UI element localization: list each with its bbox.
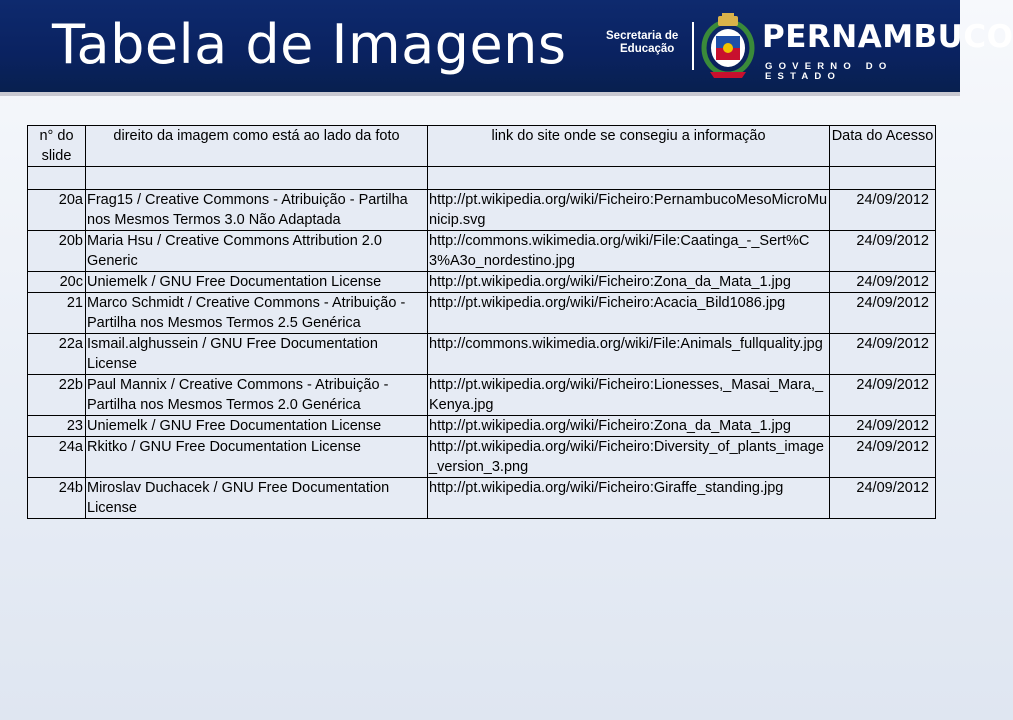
table-row	[28, 478, 936, 519]
access-date-cell: 24/09/2012	[830, 437, 936, 478]
table-empty-row	[28, 167, 936, 190]
brand-subtitle: GOVERNO DO ESTADO	[765, 61, 893, 82]
source-link-cell: http://pt.wikipedia.org/wiki/Ficheiro:Giraffe_standing.jpg	[428, 478, 830, 519]
page-title: Tabela de Imagens	[52, 13, 567, 76]
image-rights-cell: Ismail.alghussein / GNU Free Documentation License	[86, 334, 428, 375]
image-rights-cell: Maria Hsu / Creative Commons Attribution 2.0 Generic	[86, 231, 428, 272]
image-rights-cell: Frag15 / Creative Commons - Atribuição - Partilha nos Mesmos Termos 3.0 Não Adaptada	[86, 190, 428, 231]
access-date-cell: 24/09/2012	[830, 190, 936, 231]
access-date-cell: 24/09/2012	[830, 478, 936, 519]
access-date-cell: 24/09/2012	[830, 416, 936, 437]
image-rights-cell: Paul Mannix / Creative Commons - Atribuição - Partilha nos Mesmos Termos 2.0 Genérica	[86, 375, 428, 416]
access-date-cell: 24/09/2012	[830, 334, 936, 375]
source-link-cell: http://pt.wikipedia.org/wiki/Ficheiro:Diversity_of_plants_image_version_3.png	[428, 437, 830, 478]
empty-cell	[428, 167, 830, 190]
slide-number-cell: 22a	[28, 334, 86, 375]
empty-cell	[28, 167, 86, 190]
source-link-cell: http://pt.wikipedia.org/wiki/Ficheiro:PernambucoMesoMicroMunicip.svg	[428, 190, 830, 231]
secretaria-label	[606, 30, 678, 56]
access-date-cell: 24/09/2012	[830, 272, 936, 293]
image-rights-cell: Miroslav Duchacek / GNU Free Documentation License	[86, 478, 428, 519]
table-row	[28, 416, 936, 437]
access-date-cell: 24/09/2012	[830, 293, 936, 334]
header-source-link: link do site onde se consegiu a informação	[428, 126, 830, 167]
image-rights-cell: Uniemelk / GNU Free Documentation License	[86, 272, 428, 293]
slide-number-cell: 24a	[28, 437, 86, 478]
slide-number-cell: 24b	[28, 478, 86, 519]
source-link-cell: http://commons.wikimedia.org/wiki/File:Caatinga_-_Sert%C3%A3o_nordestino.jpg	[428, 231, 830, 272]
source-link-cell: http://pt.wikipedia.org/wiki/Ficheiro:Zona_da_Mata_1.jpg	[428, 416, 830, 437]
slide-number-cell: 23	[28, 416, 86, 437]
table-row	[28, 190, 936, 231]
pernambuco-coat-of-arms-icon	[700, 12, 756, 80]
image-rights-cell: Rkitko / GNU Free Documentation License	[86, 437, 428, 478]
table-row	[28, 293, 936, 334]
source-link-cell: http://pt.wikipedia.org/wiki/Ficheiro:Zona_da_Mata_1.jpg	[428, 272, 830, 293]
logo-divider	[692, 22, 694, 70]
slide-number-cell: 20b	[28, 231, 86, 272]
image-rights-cell: Marco Schmidt / Creative Commons - Atribuição - Partilha nos Mesmos Termos 2.5 Genérica	[86, 293, 428, 334]
access-date-cell: 24/09/2012	[830, 231, 936, 272]
slide-number-cell: 20a	[28, 190, 86, 231]
source-link-cell: http://pt.wikipedia.org/wiki/Ficheiro:Lionesses,_Masai_Mara,_Kenya.jpg	[428, 375, 830, 416]
secretaria-line-2: Educação	[620, 43, 675, 55]
source-link-cell: http://commons.wikimedia.org/wiki/File:Animals_fullquality.jpg	[428, 334, 830, 375]
header-slide-number: n° do slide	[28, 126, 86, 167]
image-rights-cell: Uniemelk / GNU Free Documentation License	[86, 416, 428, 437]
header-image-rights: direito da imagem como está ao lado da foto	[86, 126, 428, 167]
slide-number-cell: 20c	[28, 272, 86, 293]
images-table	[27, 125, 936, 519]
slide-header	[0, 0, 1013, 96]
table-row	[28, 272, 936, 293]
empty-cell	[830, 167, 936, 190]
empty-cell	[86, 167, 428, 190]
table-row	[28, 375, 936, 416]
table-row	[28, 437, 936, 478]
access-date-cell: 24/09/2012	[830, 375, 936, 416]
secretaria-line-1: Secretaria de	[606, 30, 679, 42]
table-row	[28, 231, 936, 272]
slide-number-cell: 21	[28, 293, 86, 334]
source-link-cell: http://pt.wikipedia.org/wiki/Ficheiro:Acacia_Bild1086.jpg	[428, 293, 830, 334]
header-access-date: Data do Acesso	[830, 126, 936, 167]
slide-number-cell: 22b	[28, 375, 86, 416]
brand-name: PERNAMBUCO	[762, 19, 1013, 55]
table-header-row	[28, 126, 936, 167]
table-row	[28, 334, 936, 375]
